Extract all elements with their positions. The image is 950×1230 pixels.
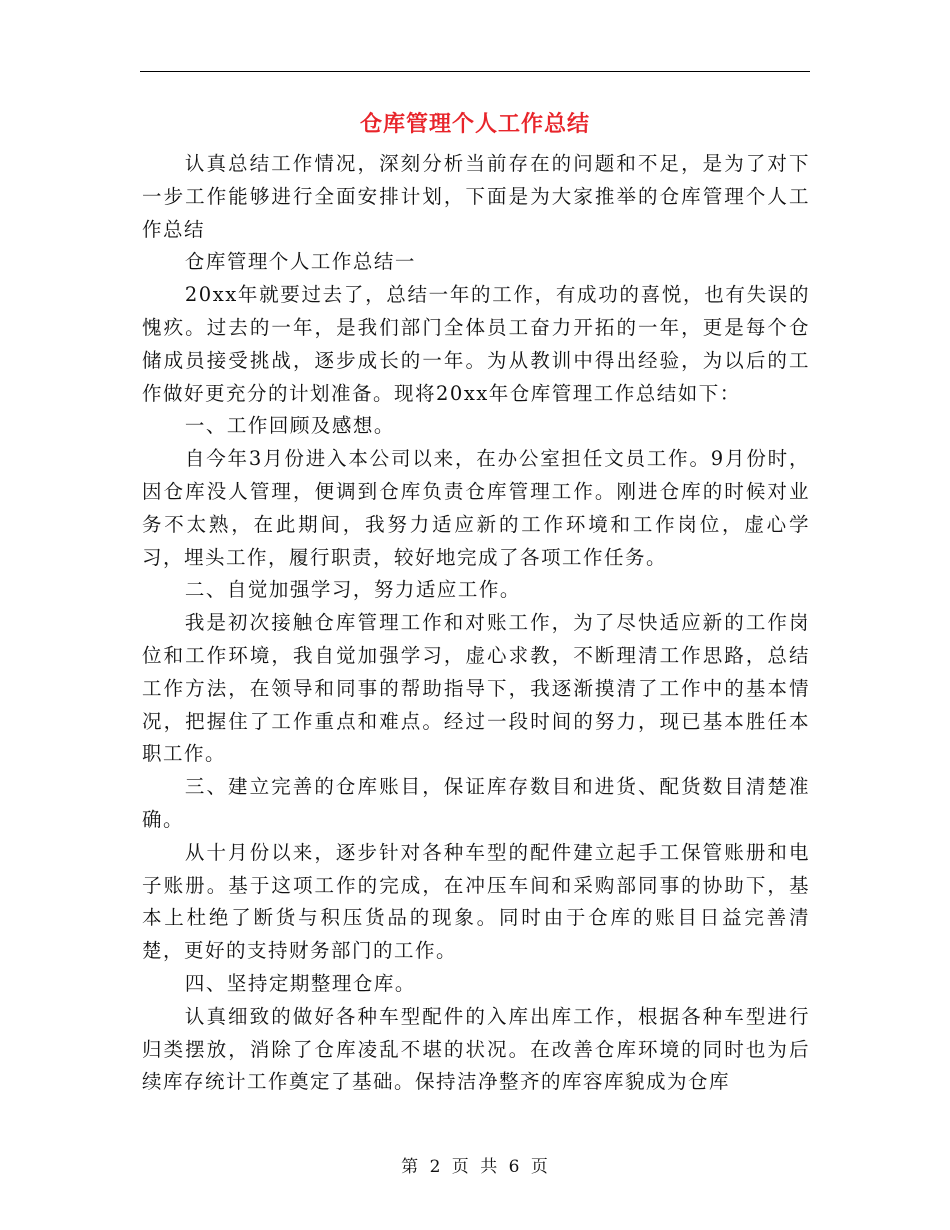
section-heading-2: 二、自觉加强学习，努力适应工作。 [184, 578, 521, 602]
body-paragraph: 从十月份以来，逐步针对各种车型的配件建立起手工保管账册和电子账册。基于这项工作的完成，在冲压车间和采购部同事的协助下，基本上杜绝了断货与积压货品的现象。同时由于仓库的账目日益完善清楚，更好的支持财务部门的工作。 [142, 840, 810, 963]
section-heading-3: 三、建立完善的仓库账目，保证库存数目和进货、配货数目清楚准确。 [142, 775, 810, 831]
section-heading-1: 一、工作回顾及感想。 [184, 414, 395, 438]
body-paragraph: 自今年3月份进入本公司以来，在办公室担任文员工作。9月份时，因仓库没人管理，便调到仓库负责仓库管理工作。刚进仓库的时候对业务不太熟，在此期间，我努力适应新的工作环境和工作岗位，虚心学习，埋头工作，履行职责，较好地完成了各项工作任务。 [142, 447, 810, 569]
body-paragraph: 我是初次接触仓库管理工作和对账工作，为了尽快适应新的工作岗位和工作环境，我自觉加强学习，虚心求教，不断理清工作思路，总结工作方法，在领导和同事的帮助指导下，我逐渐摸清了工作中的基本情况，把握住了工作重点和难点。经过一段时间的努力，现已基本胜任本职工作。 [142, 611, 810, 766]
section-subtitle: 仓库管理个人工作总结一 [184, 250, 416, 274]
document-title: 仓库管理个人工作总结 [359, 111, 590, 137]
body-paragraph: 20xx年就要过去了，总结一年的工作，有成功的喜悦，也有失误的愧疚。过去的一年，是我们部门全体员工奋力开拓的一年，更是每个仓储成员接受挑战，逐步成长的一年。为从教训中得出经验，为以后的工作做好更充分的计划准备。现将20xx年仓库管理工作总结如下： [142, 283, 810, 405]
body-paragraph: 认真细致的做好各种车型配件的入库出库工作，根据各种车型进行归类摆放，消除了仓库凌乱不堪的状况。在改善仓库环境的同时也为后续库存统计工作奠定了基础。保持洁净整齐的库容库貌成为仓库 [142, 1004, 810, 1094]
intro-paragraph: 认真总结工作情况，深刻分析当前存在的问题和不足，是为了对下一步工作能够进行全面安排计划，下面是为大家推举的仓库管理个人工作总结 [142, 152, 810, 241]
header-rule [140, 71, 810, 72]
section-heading-4: 四、坚持定期整理仓库。 [184, 971, 416, 995]
document-body [142, 148, 810, 1099]
page-number-footer: 第 2 页 共 6 页 [401, 1157, 549, 1177]
